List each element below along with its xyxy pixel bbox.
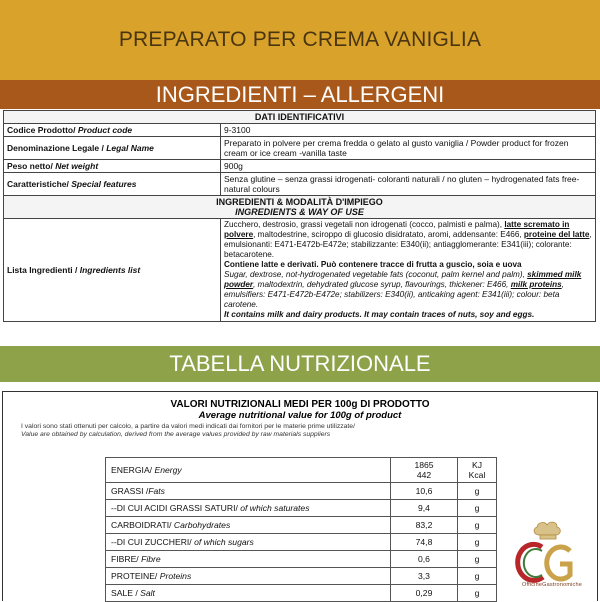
nutrient-value: 10,6 [391,483,458,500]
row-label: Peso netto/ Net weight [4,160,221,173]
logo-text: OfficineGastronomiche [521,582,583,588]
allergens-en: It contains milk and dairy products. It may contain traces of nuts, soy and eggs. [224,310,535,319]
table-row [106,483,497,500]
ingredients-label: Lista Ingredienti / Ingredients list [4,219,221,322]
table-row [106,585,497,602]
table-row [106,458,497,483]
table-row [106,517,497,534]
product-title-banner [0,0,600,80]
table-row [106,534,497,551]
table-row [106,500,497,517]
identification-header: DATI IDENTIFICATIVI [4,111,596,124]
nutrient-unit: g [458,534,497,551]
table-row [106,551,497,568]
ingredients-header: INGREDIENTI & MODALITÀ D'IMPIEGO INGREDIENTS & WAY OF USE [4,196,596,219]
nutrient-value: 0,29 [391,585,458,602]
nutrient-unit: g [458,551,497,568]
nutrient-label: CARBOIDRATI/ Carbohydrates [106,517,391,534]
nutrition-title: VALORI NUTRIZIONALI MEDI PER 100g DI PRODOTTO [170,399,430,410]
identification-table [3,110,596,322]
nutrient-value: 3,3 [391,568,458,585]
table-row [4,160,596,173]
nutrient-label: FIBRE/ Fibre [106,551,391,568]
nutrient-unit: g [458,500,497,517]
ingredients-allergens-title: INGREDIENTI – ALLERGENI [155,81,445,107]
nutrient-label: --DI CUI ZUCCHERI/ of which sugars [106,534,391,551]
row-value: Senza glutine – senza grassi idrogenati- coloranti naturali / no gluten – hydrogenated fats free-natural colours [221,173,596,196]
allergens-it: Contiene latte e derivati. Può contenere tracce di frutta a guscio, soia e uova [224,260,522,269]
row-value: 9-3100 [221,124,596,137]
ingredients-allergens-banner [0,80,600,109]
nutrient-unit: g [458,568,497,585]
row-label: Caratteristiche/ Special features [4,173,221,196]
nutrient-value: 83,2 [391,517,458,534]
table-row [4,173,596,196]
nutrition-note: I valori sono stati ottenuti per calcolo, a partire da valori medi indicati dai fornitori per le materie prime utilizzate/ Value are obtained by calculation, derived from the average values provided by raw materials suppliers [21,423,355,438]
chef-hat-icon [534,522,560,535]
nutrient-label: SALE / Salt [106,585,391,602]
table-row [106,568,497,585]
nutrition-banner-title: TABELLA NUTRIZIONALE [169,351,431,376]
table-row [4,219,596,322]
row-label: Codice Prodotto/ Product code [4,124,221,137]
nutrient-label: PROTEINE/ Proteins [106,568,391,585]
table-row [4,137,596,160]
nutrient-unit: KJ Kcal [458,458,497,483]
nutrient-unit: g [458,483,497,500]
nutrition-section [2,391,598,601]
product-title: PREPARATO PER CREMA VANIGLIA [118,28,482,51]
row-value: 900g [221,160,596,173]
nutrient-label: --DI CUI ACIDI GRASSI SATURI/ of which saturates [106,500,391,517]
nutrition-table [105,457,497,602]
nutrient-unit: g [458,585,497,602]
nutrient-unit: g [458,517,497,534]
nutrient-value: 1865 442 [391,458,458,483]
nutrient-label: GRASSI /Fats [106,483,391,500]
nutrient-value: 9,4 [391,500,458,517]
ingredients-text: Zucchero, destrosio, grassi vegetali non idrogenati (cocco, palmisti e palma), latte scremato in polvere, maltodestrine, sciroppo di glucosio disidratato, aromi, addensante: E466, proteine del latte, emulsionanti: E471-E472b-E472e; stabilizzante: E340(ii); antiagglomerante: E341(iii); colorante: betacarotene. Contiene latte e derivati. Può contenere tracce di frutta a guscio, soia e uova Sugar, dextrose, not-hydrogenated vegetable fats (coconut, palm kernel and palm), skimmed milk powder, maltodextrin, dehydrated glucose syrup, flavourings, thickener: E466, milk proteins, emulsifiers: E471-E472b-E472e; stabilizers: E340(ii), anticaking agent: E341(iii); colour: beta carotene. It contains milk and dairy products. It may contain traces of nuts, soy and eggs. [221,219,596,322]
table-row [4,124,596,137]
row-value: Preparato in polvere per crema fredda o gelato al gusto vaniglia / Powder product for frozen cream or ice cream -vanilla taste [221,137,596,160]
nutrient-value: 74,8 [391,534,458,551]
nutrient-label: ENERGIA/ Energy [106,458,391,483]
row-label: Denominazione Legale / Legal Name [4,137,221,160]
nutrition-banner [0,346,600,382]
nutrient-value: 0,6 [391,551,458,568]
nutrition-subtitle: Average nutritional value for 100g of product [198,410,402,421]
